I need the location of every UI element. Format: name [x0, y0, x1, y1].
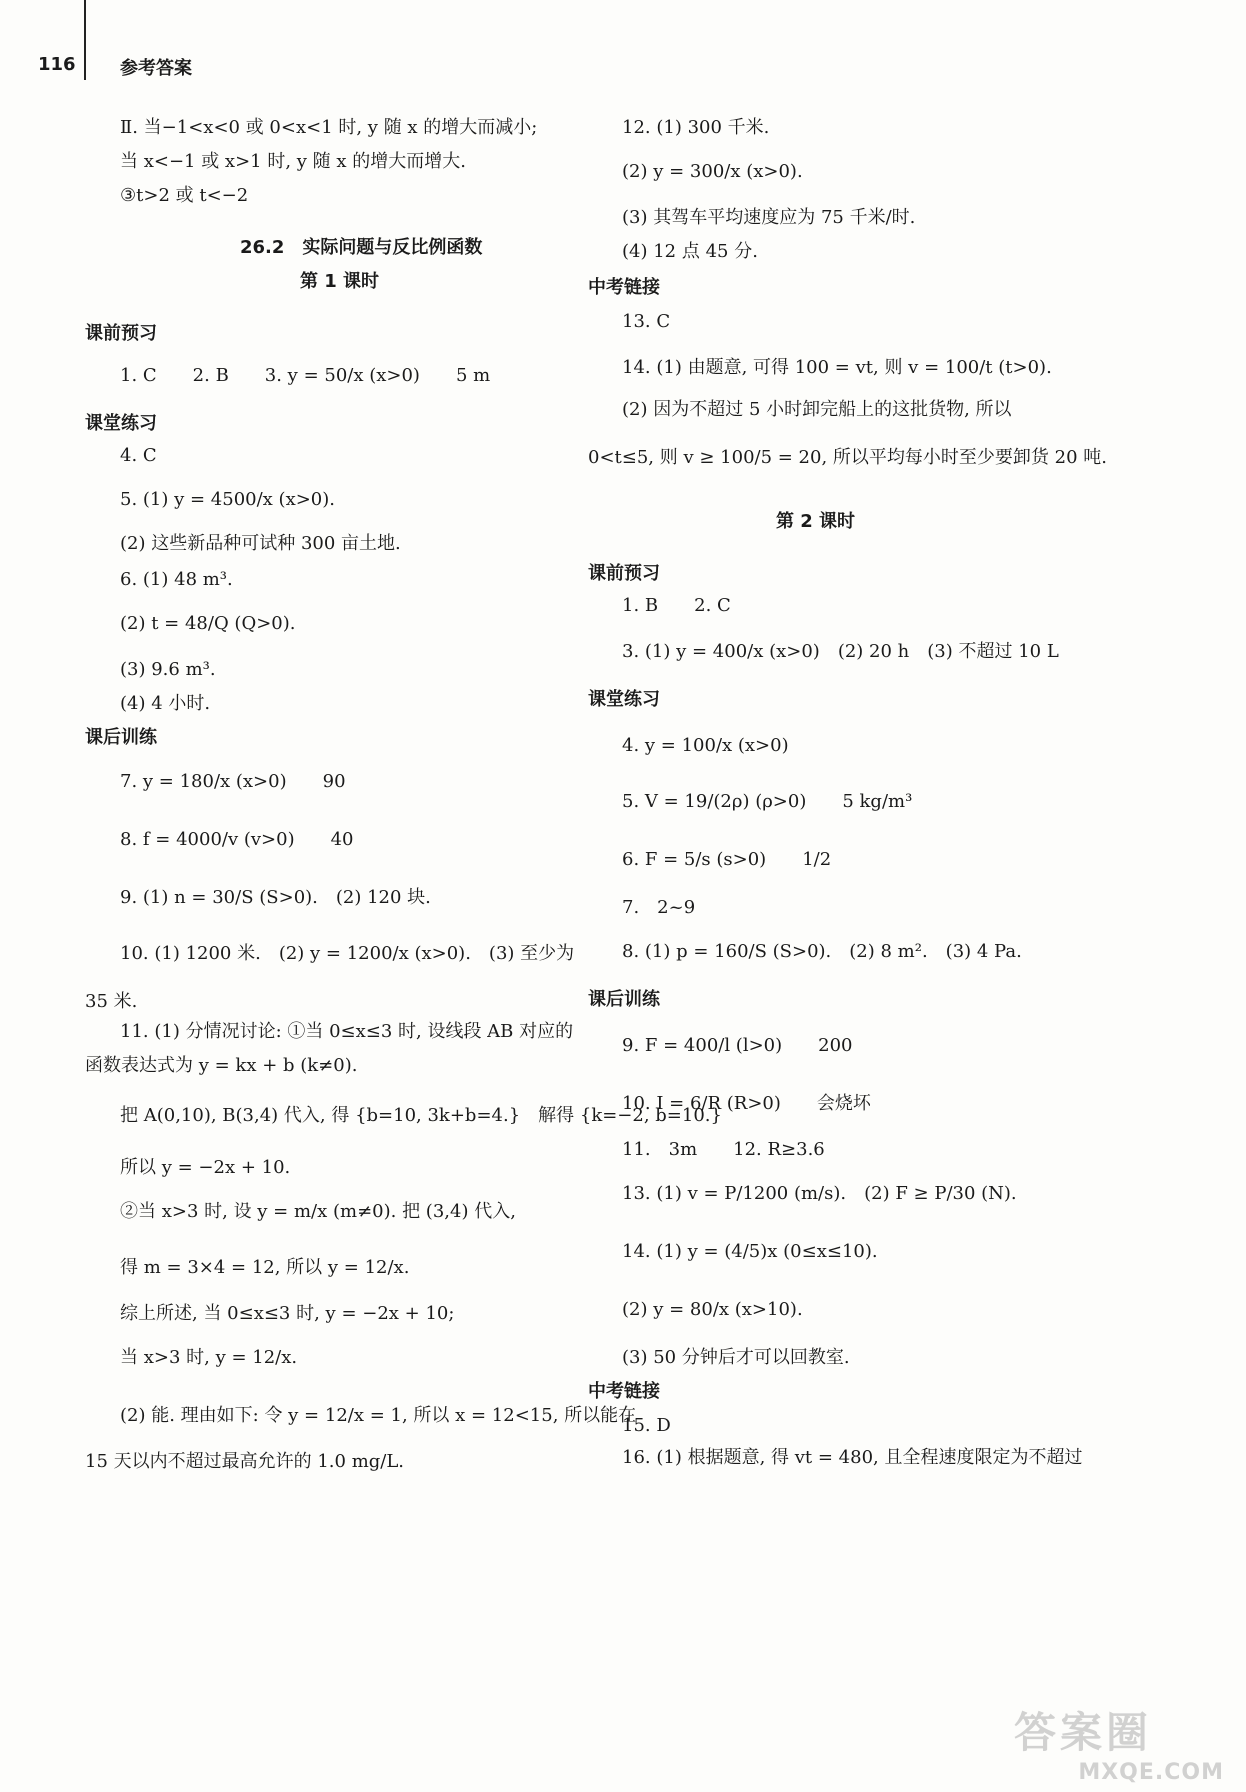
watermark-url: MXQE.COM [1078, 1760, 1224, 1785]
answer-line: 15. D [622, 1415, 671, 1436]
section-heading: 课后训练 [85, 727, 157, 748]
answer-line: 函数表达式为 y = kx + b (k≠0). [85, 1055, 358, 1076]
page-number: 116 [38, 54, 76, 75]
answer-line: (2) 因为不超过 5 小时卸完船上的这批货物, 所以 [622, 399, 1012, 420]
answer-line: (2) 这些新品种可试种 300 亩土地. [120, 533, 401, 554]
answer-line: 把 A(0,10), B(3,4) 代入, 得 {b=10, 3k+b=4.} 解得 {k=−2, b=10.} [120, 1105, 722, 1126]
answer-line: 4. y = 100/x (x>0) [622, 735, 789, 756]
answer-line: 8. (1) p = 160/S (S>0). (2) 8 m². (3) 4 Pa. [622, 941, 1022, 962]
answer-line: 5. V = 19/(2ρ) (ρ>0) 5 kg/m³ [622, 791, 913, 812]
section-heading: 课后训练 [588, 989, 660, 1010]
header-divider [84, 0, 86, 80]
answer-line: 1. C 2. B 3. y = 50/x (x>0) 5 m [120, 365, 491, 386]
answer-line: 3. (1) y = 400/x (x>0) (2) 20 h (3) 不超过 10 L [622, 641, 1059, 662]
section-heading: 中考链接 [588, 1381, 660, 1402]
answer-line: 14. (1) 由题意, 可得 100 = vt, 则 v = 100/t (t>0). [622, 357, 1052, 378]
answer-line: (3) 9.6 m³. [120, 659, 216, 680]
answer-line: 9. (1) n = 30/S (S>0). (2) 120 块. [120, 887, 431, 908]
watermark-text: 答案圈 [1014, 1708, 1153, 1757]
answer-line: 6. F = 5/s (s>0) 1/2 [622, 849, 832, 870]
watermark-logo [1014, 1700, 1224, 1785]
answer-line: 7. y = 180/x (x>0) 90 [120, 771, 346, 792]
section-heading: 课堂练习 [85, 413, 157, 434]
lesson-title: 26.2 实际问题与反比例函数 [240, 237, 483, 258]
answer-line: 当 x>3 时, y = 12/x. [120, 1347, 298, 1368]
answer-line: (3) 其驾车平均速度应为 75 千米/时. [622, 207, 916, 228]
answer-line: (2) y = 80/x (x>10). [622, 1299, 803, 1320]
answer-line: 12. (1) 300 千米. [622, 117, 770, 138]
answer-line: 16. (1) 根据题意, 得 vt = 480, 且全程速度限定为不超过 [622, 1447, 1083, 1468]
answer-line: 7. 2~9 [622, 897, 696, 918]
answer-line: Ⅱ. 当−1<x<0 或 0<x<1 时, y 随 x 的增大而减小; [120, 117, 538, 138]
header-title: 参考答案 [120, 58, 192, 79]
answer-line: ②当 x>3 时, 设 y = m/x (m≠0). 把 (3,4) 代入, [120, 1201, 516, 1222]
answer-line: 13. C [622, 311, 671, 332]
answer-line: 4. C [120, 445, 157, 466]
answer-line: 8. f = 4000/v (v>0) 40 [120, 829, 354, 850]
answer-line: 综上所述, 当 0≤x≤3 时, y = −2x + 10; [120, 1303, 455, 1324]
answer-line: 9. F = 400/l (l>0) 200 [622, 1035, 853, 1056]
answer-line: ③t>2 或 t<−2 [120, 185, 249, 206]
section-heading: 课前预习 [588, 563, 660, 584]
answer-line: 11. (1) 分情况讨论: ①当 0≤x≤3 时, 设线段 AB 对应的 [120, 1021, 574, 1042]
answer-line: 11. 3m 12. R≥3.6 [622, 1139, 825, 1160]
answer-line: 14. (1) y = (4/5)x (0≤x≤10). [622, 1241, 878, 1262]
answer-line: 得 m = 3×4 = 12, 所以 y = 12/x. [120, 1257, 410, 1278]
answer-line: 10. (1) 1200 米. (2) y = 1200/x (x>0). (3) 至少为 [120, 943, 575, 964]
answer-line: 当 x<−1 或 x>1 时, y 随 x 的增大而增大. [120, 151, 466, 172]
answer-line: (4) 4 小时. [120, 693, 211, 714]
page-header [0, 0, 1246, 100]
answer-line: 6. (1) 48 m³. [120, 569, 233, 590]
answer-line: 所以 y = −2x + 10. [120, 1157, 291, 1178]
answer-line: (2) y = 300/x (x>0). [622, 161, 803, 182]
answer-line: (4) 12 点 45 分. [622, 241, 758, 262]
answer-line: 13. (1) v = P/1200 (m/s). (2) F ≥ P/30 (N). [622, 1183, 1017, 1204]
lesson-title: 第 2 课时 [776, 511, 856, 532]
answer-line: 15 天以内不超过最高允许的 1.0 mg/L. [85, 1451, 405, 1472]
section-heading: 中考链接 [588, 277, 660, 298]
answer-line: 0<t≤5, 则 v ≥ 100/5 = 20, 所以平均每小时至少要卸货 20 吨. [588, 447, 1107, 468]
answer-line: (3) 50 分钟后才可以回教室. [622, 1347, 850, 1368]
answer-line: (2) t = 48/Q (Q>0). [120, 613, 296, 634]
section-heading: 课前预习 [85, 323, 157, 344]
answer-line: (2) 能. 理由如下: 令 y = 12/x = 1, 所以 x = 12<15, 所以能在 [120, 1405, 637, 1426]
answer-line: 35 米. [85, 991, 138, 1012]
section-heading: 课堂练习 [588, 689, 660, 710]
lesson-title: 第 1 课时 [300, 271, 380, 292]
answer-line: 1. B 2. C [622, 595, 731, 616]
answer-line: 5. (1) y = 4500/x (x>0). [120, 489, 336, 510]
answer-line: 10. I = 6/R (R>0) 会烧坏 [622, 1093, 871, 1114]
